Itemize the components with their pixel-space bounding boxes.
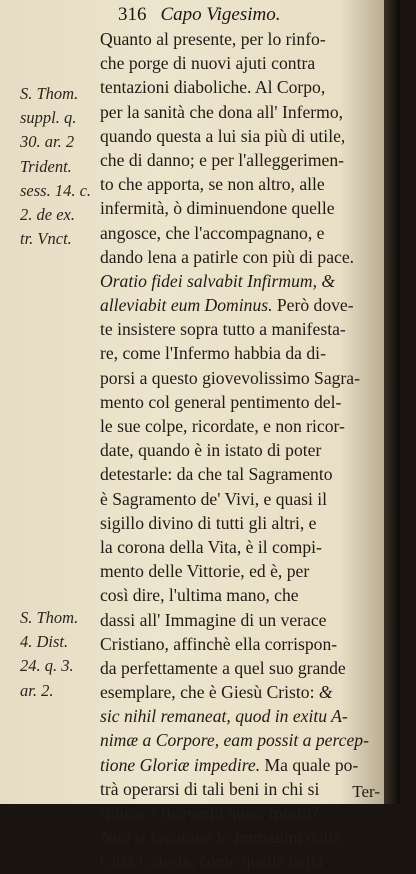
margin-note-line: 4. Dist. (20, 632, 69, 652)
margin-note-line: 24. q. 3. (20, 656, 74, 676)
page-header (118, 4, 280, 26)
main-text (100, 27, 410, 874)
text-segment: trà operarsi di tali beni in chi si (100, 778, 320, 799)
margin-note-line: suppl. q. (20, 108, 77, 128)
text-line (100, 559, 410, 583)
running-title: Capo Vigesimo. (160, 4, 281, 25)
text-segment: mento col general pentimento del- (100, 391, 342, 412)
text-line (100, 849, 410, 873)
text-line (100, 801, 410, 825)
text-line (100, 511, 410, 535)
text-line (100, 825, 410, 849)
margin-note-line: S. Thom. (20, 84, 79, 103)
text-segment: te insistere sopra tutto a manifesta- (100, 319, 346, 340)
text-segment: sigillo divino di tutti gli altri, e (100, 512, 317, 533)
text-line (100, 27, 410, 51)
text-line (100, 221, 410, 245)
italic-quotation: Oratio fidei salvabit Infirmum, & (100, 270, 336, 291)
text-segment: Però dove- (272, 295, 354, 316)
text-segment: per la sanità che dona all' Infermo, (100, 101, 344, 122)
text-line (100, 124, 410, 148)
text-line (100, 462, 410, 486)
italic-quotation: sic nihil remaneat, quod in exitu A- (100, 706, 348, 727)
text-line (100, 293, 410, 317)
text-segment: infermità, ò diminuendone quelle (100, 198, 335, 219)
text-segment: tentazioni diaboliche. Al Corpo, (100, 77, 326, 98)
text-line (100, 704, 410, 728)
text-line (100, 608, 410, 632)
text-line (100, 656, 410, 680)
margin-note-2 (20, 606, 78, 703)
margin-note-line: ar. 2. (20, 680, 54, 700)
text-segment: esemplare, che è Giesù Cristo: (100, 682, 319, 703)
text-segment: Ma quale po- (260, 754, 359, 775)
text-line (100, 51, 410, 75)
text-line (100, 753, 410, 777)
italic-quotation: & (318, 682, 333, 703)
catchword: Ter- (352, 782, 380, 801)
text-segment: re, come l'Infermo habbia da di- (100, 343, 326, 364)
text-segment: riduca a riceverlo quasi morto? (100, 803, 319, 823)
text-line (100, 341, 410, 365)
text-segment: angosce, che l'accompagnano, e (100, 222, 325, 243)
italic-quotation: alleviabit eum Dominus. (100, 295, 273, 316)
text-line (100, 487, 410, 511)
text-line (100, 100, 410, 124)
text-segment: la corona della Vita, è il compi- (100, 536, 322, 557)
text-segment: Città Celeste, come quelle della (100, 851, 324, 872)
text-segment: Quanto al presente, per lo rinfo- (100, 29, 326, 49)
text-line (100, 438, 410, 462)
text-segment: to che apporta, se non altro, alle (100, 174, 325, 195)
text-line (100, 317, 410, 341)
text-segment: dassi all' Immagine di un verace (100, 609, 327, 630)
text-line (100, 390, 410, 414)
text-segment: Cristiano, affinchè ella corrispon- (100, 633, 338, 654)
text-segment: porsi a questo giovevolissimo Sagra- (100, 367, 360, 388)
italic-quotation: tione Gloriæ impedire. (100, 754, 261, 775)
text-segment: date, quando è in istato di poter (100, 440, 322, 461)
text-line (100, 172, 410, 196)
text-segment: da perfettamente a quel suo grande (100, 657, 346, 678)
text-segment: così dire, l'ultima mano, che (100, 585, 299, 606)
text-segment: che di danno; e per l'alleggerimen- (100, 149, 345, 170)
text-line (100, 535, 410, 559)
text-segment: detestarle: da che tal Sagramento (100, 464, 333, 485)
text-segment: mento delle Vittorie, ed è, per (100, 561, 310, 582)
text-segment: le sue colpe, ricordate, e non ricor- (100, 416, 345, 436)
margin-note-line: S. Thom. (20, 608, 79, 627)
text-segment: che porge di nuovi ajuti contra (100, 53, 316, 74)
page-gutter-shadow (384, 0, 400, 804)
italic-quotation: nimæ a Corpore, eam possit a percep- (100, 730, 369, 751)
margin-note-line: Trident. (20, 156, 72, 176)
text-line (100, 269, 410, 293)
margin-note-1 (20, 82, 91, 251)
text-segment: dando lena a patirle con più di pace. (100, 246, 355, 267)
margin-note-line: tr. Vnct. (20, 229, 72, 249)
text-line (100, 245, 410, 269)
margin-note-line: 30. ar. 2 (20, 132, 75, 152)
margin-note-line: sess. 14. c. (20, 180, 92, 200)
text-line (100, 583, 410, 607)
text-line (100, 632, 410, 656)
text-line (100, 728, 410, 752)
margin-note-line: 2. de ex. (20, 204, 75, 224)
text-segment: quando questa a lui sia più di utile, (100, 125, 346, 146)
text-line (100, 75, 410, 99)
text-line (100, 148, 410, 172)
text-segment: Non si lavorano le Immagini della (100, 827, 341, 848)
text-segment: è Sagramento de' Vivi, e quasi il (100, 488, 328, 509)
page-number: 316 (118, 4, 147, 25)
text-line (100, 414, 410, 438)
text-line (100, 366, 410, 390)
text-line (100, 196, 410, 220)
text-line (100, 680, 410, 704)
